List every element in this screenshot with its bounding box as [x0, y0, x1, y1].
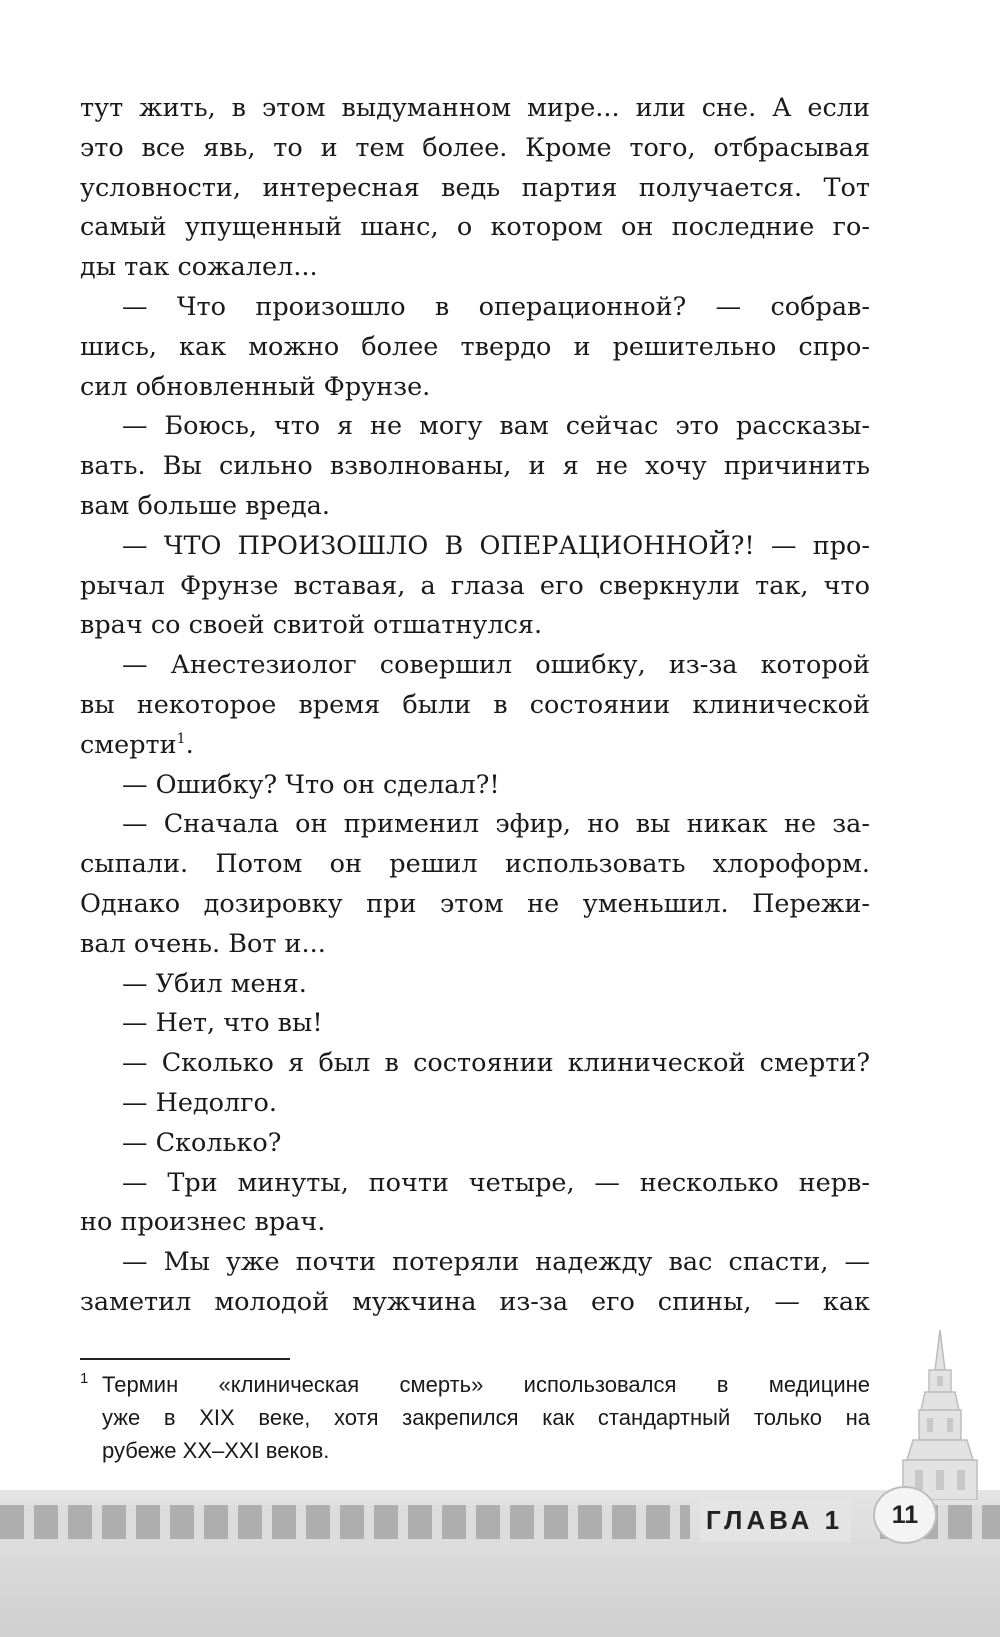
text-line-content: шись, как можно более твердо и решительно спро- — [80, 331, 870, 362]
text-line — [80, 1004, 870, 1044]
text-line — [80, 1084, 870, 1124]
text-line-content: — Нет, что вы! — [122, 1008, 323, 1039]
text-line-content: — Сначала он применил эфир, но вы никак не за- — [122, 809, 870, 840]
footnote-reference: 1 — [176, 730, 186, 747]
text-line-content: сил обновленный Фрунзе. — [80, 371, 431, 402]
footnote-line: рубеже XX–XXI веков. — [102, 1438, 330, 1463]
text-line — [80, 1164, 870, 1204]
text-line — [80, 925, 870, 965]
text-line — [80, 686, 870, 726]
footnote — [80, 1368, 870, 1467]
text-line — [80, 726, 870, 766]
text-line-content: — ЧТО ПРОИЗОШЛО В ОПЕРАЦИОННОЙ?! — про- — [122, 530, 870, 561]
text-line-content: вам больше вреда. — [80, 490, 330, 521]
text-line — [80, 805, 870, 845]
tower-ornament-icon — [885, 1330, 995, 1500]
text-line-content: — Сколько? — [122, 1127, 282, 1158]
text-line-content: вы некоторое время были в состоянии клинической — [80, 689, 870, 720]
footnote-line: уже в XIX веке, хотя закрепился как стандартный только на — [102, 1405, 870, 1430]
text-line — [80, 527, 870, 567]
text-line — [80, 328, 870, 368]
page-number-badge — [873, 1486, 937, 1544]
text-line — [80, 646, 870, 686]
text-line-content: — Убил меня. — [122, 968, 307, 999]
text-line — [80, 606, 870, 646]
text-line — [80, 1044, 870, 1084]
text-line — [80, 169, 870, 209]
text-line-content: — Недолго. — [122, 1087, 278, 1118]
text-line-content: — Три минуты, почти четыре, — несколько нерв- — [122, 1167, 870, 1198]
text-line — [80, 1124, 870, 1164]
text-line-content: смерти — [80, 729, 177, 760]
text-line — [80, 766, 870, 806]
text-line-content: — Боюсь, что я не могу вам сейчас это рассказы- — [122, 411, 870, 442]
footnote-rule — [80, 1358, 290, 1360]
text-line — [80, 845, 870, 885]
text-line — [80, 89, 870, 129]
text-line — [80, 447, 870, 487]
text-line-content: — Сколько я был в состоянии клинической смерти? — [122, 1048, 870, 1079]
text-line-content: заметил молодой мужчина из-за его спины, — как — [80, 1286, 870, 1317]
text-line — [80, 885, 870, 925]
text-line — [80, 487, 870, 527]
text-line-content: — Ошибку? Что он сделал?! — [122, 769, 500, 800]
text-line-content: но произнес врач. — [80, 1207, 326, 1238]
footnote-line: Термин «клиническая смерть» использовался в медицине — [102, 1372, 870, 1397]
text-line-content: вать. Вы сильно взволнованы, и я не хочу причинить — [80, 451, 870, 482]
footnote-marker: 1 — [80, 1370, 89, 1387]
text-line — [80, 288, 870, 328]
text-line — [80, 965, 870, 1005]
page-number: 11 — [891, 1500, 919, 1529]
footer-ornament-strip — [0, 1505, 690, 1539]
text-line-content: сыпали. Потом он решил использовать хлороформ. — [80, 849, 870, 880]
text-line-tail: . — [185, 729, 194, 760]
text-line — [80, 248, 870, 288]
text-line-content: — Что произошло в операционной? — собрав- — [122, 291, 870, 322]
text-line — [80, 368, 870, 408]
text-line-content: ды так сожалел... — [80, 252, 318, 283]
text-line-content: тут жить, в этом выдуманном мире... или сне. А если — [80, 93, 870, 123]
text-line-content: самый упущенный шанс, о котором он последние го- — [80, 212, 870, 243]
text-line — [80, 1203, 870, 1243]
chapter-label: ГЛАВА 1 — [700, 1498, 851, 1542]
text-line-content: — Мы уже почти потеряли надежду вас спасти, — — [122, 1247, 870, 1278]
text-line — [80, 1283, 870, 1323]
text-line — [80, 208, 870, 248]
text-line — [80, 129, 870, 169]
text-line-content: рычал Фрунзе вставая, а глаза его сверкнули так, что — [80, 570, 870, 601]
body-text — [80, 89, 870, 1323]
text-line-content: вал очень. Вот и... — [80, 928, 326, 959]
text-line — [80, 1243, 870, 1283]
text-line — [80, 407, 870, 447]
text-line-content: это все явь, то и тем более. Кроме того, отбрасывая — [80, 132, 870, 163]
text-line-content: врач со своей свитой отшатнулся. — [80, 610, 543, 641]
text-line — [80, 567, 870, 607]
text-line-content: — Анестезиолог совершил ошибку, из-за которой — [122, 650, 870, 681]
text-line-content: условности, интересная ведь партия получается. Тот — [80, 172, 870, 203]
text-line-content: Однако дозировку при этом не уменьшил. Пережи- — [80, 888, 870, 919]
